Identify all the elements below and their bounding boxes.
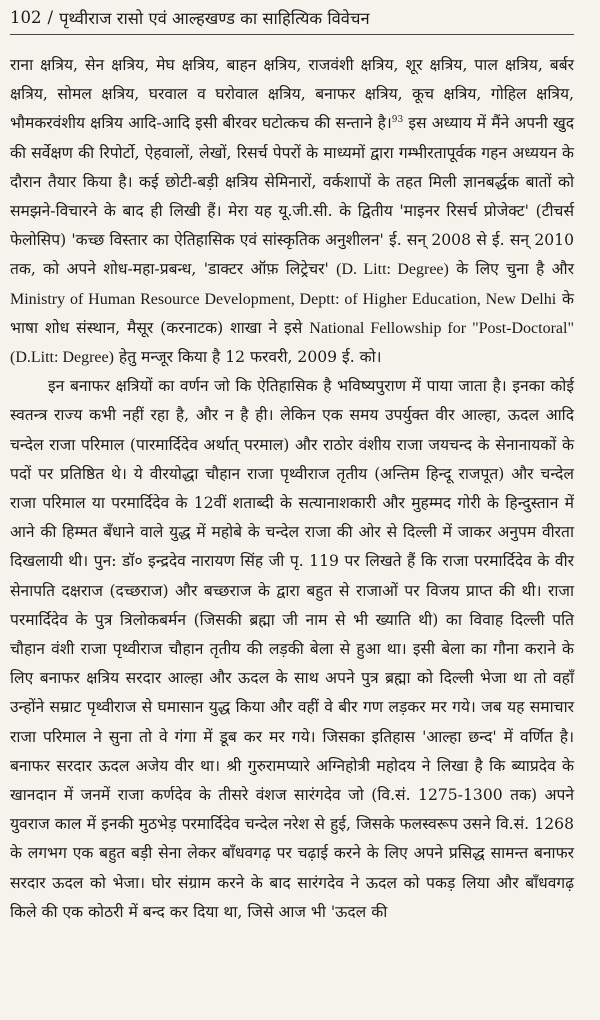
latin-degree: (D. Litt: Degree) (336, 261, 449, 279)
latin-ministry: Ministry of Human Resource Development, Deptt: of Higher Education, New Delhi (10, 290, 557, 308)
para1-text-c: के लिए चुना है और (448, 260, 575, 279)
para1-text-a: राना क्षत्रिय, सेन क्षत्रिय, मेघ क्षत्रिय, बाहन क्षत्रिय, राजवंशी क्षत्रिय, शूर क्षत्रिय, पाल क्षत्रिय, बर्बर क्षत्रिय, सोमल क्षत्रिय, घरवाल व घरोवाल क्षत्रिय, बनाफर क्षत्रिय, कूच क्षत्रिय, गोहिल क्षत्रिय, भौमकरवंशीय क्षत्रिय आदि-आदि इसी बीरवर घटोत्कच की सन्ताने है। (10, 56, 574, 133)
book-title: पृथ्वीराज रासो एवं आल्हखण्ड का साहित्यिक विवेचन (59, 8, 370, 28)
paragraph-1 (10, 51, 574, 372)
running-header (10, 0, 574, 35)
para1-text-d: के भाषा शोध संस्थान, मैसूर (करनाटक) शाखा ने इसे (10, 289, 574, 337)
paragraph-2: इन बनाफर क्षत्रियों का वर्णन जो कि ऐतिहासिक है भविष्यपुराण में पाया जाता है। इनका कोई स्वतन्त्र राज्य कभी नहीं रहा है, और न है ही। लेकिन एक समय उपर्युक्त वीर आल्हा, ऊदल आदि चन्देल राजा परिमाल (पारमार्दिदेव अर्थात् परमाल) और राठोर वंशीय राजा जयचन्द के सेनानायकों के पदों पर प्रतिष्ठित थे। ये वीरयोद्धा चौहान राजा पृथ्वीराज तृतीय (अन्तिम हिन्दू राजपूत) और चन्देल राजा परिमाल या परमार्दिदेव के 12वीं शताब्दी के सत्यानाशकारी और मुहम्मद गोरी के हिन्दुस्तान में आने की हिम्मत बँधाने वाले युद्ध में महोबे के चन्देल राजा की ओर से दिल्ली में जाकर अनुपम वीरता दिखलायी थी। पुन: डॉ० इन्द्रदेव नारायण सिंह जी पृ. 119 पर लिखते हैं कि राजा परमार्दिदेव के वीर सेनापति दक्षराज (दच्छराज) और बच्छराज के द्वारा बहुत से राजाओं पर विजय प्राप्त की थी। राजा परमार्दिदेव के पुत्र त्रिलोकबर्मन (जिसकी ब्रह्मा जी नाम से भी ख्याति थी) का विवाह दिल्ली पति चौहान वंशी राजा पृथ्वीराज चौहान तृतीय की लड़की बेला से हुआ था। इसी बेला का गौना कराने के लिए बनाफर क्षत्रिय सरदार आल्हा और ऊदल के साथ अपने पुत्र ब्रह्मा को दिल्ली भेजा था तो वहाँ उन्होंने सम्राट पृथ्वीराज से घमासान युद्ध किया और वहीं वे बीर गण लड़कर मर गये। जब यह समाचार राजा परिमाल ने सुना तो वे गंगा में डूब कर मर गये। जिसका इतिहास 'आल्हा छन्द' में वर्णित है। बनाफर सरदार ऊदल अजेय वीर था। श्री गुरुरामप्यारे अग्निहोत्री महोदय ने लिखा है कि ब्याप्रदेव के खानदान में जनमें राजा कर्णदेव के तीसरे वंशज सारंगदेव जो (वि.सं. 1275-1300 तक) अपने युवराज काल में इनकी मुठभेड़ परमार्दिदेव चन्देल नरेश से हुई, जिसके फलस्वरूप उसने वि.सं. 1268 के लगभग एक बहुत बड़ी सेना लेकर बाँधवगढ़ पर चढ़ाई करने के लिए अपने प्रसिद्ध सामन्त बनाफर सरदार ऊदल को भेजा। घोर संग्राम करने के बाद सारंगदेव ने ऊदल को पकड़ लिया और बाँधवगढ़ किले की एक कोठरी में बन्द कर दिया था, जिसे आज भी 'ऊदल की (10, 377, 575, 921)
para1-text-e: हेतु मन्जूर किया है 12 फरवरी, 2009 ई. को। (113, 348, 382, 367)
page-number: 102 (10, 7, 42, 27)
header-separator: / (47, 7, 54, 27)
body-text (10, 51, 574, 927)
footnote-ref: 93 (391, 115, 404, 126)
latin-fellowship: National Fellowship for "Post-Doctoral" (D.Litt: Degree) (10, 319, 575, 367)
para1-text-b: इस अध्याय में मैंने अपनी खुद की सर्वेक्षण की रिपोर्टो, ऐहवालों, लेखों, रिसर्च पेपरों के माध्यमों द्वारा गम्भीरतापूर्वक गहन अध्ययन के दौरान तैयार किया है। कई छोटी-बड़ी क्षत्रिय सेमिनारों, वर्कशापों के तहत मिली ज्ञानबर्द्धक बातों को समझने-विचारने के बाद ही लिखी हैं। मेरा यह यू.जी.सी. के द्वितीय 'माइनर रिसर्च प्रोजेक्ट' (टीचर्स फेलोसिप) 'कच्छ विस्तार का ऐतिहासिक एवं सांस्कृतिक अनुशीलन' ई. सन् 2008 से ई. सन् 2010 तक, को अपने शोध-महा-प्रबन्ध, 'डाक्टर ऑफ़ लिट्रेचर' (10, 114, 574, 279)
